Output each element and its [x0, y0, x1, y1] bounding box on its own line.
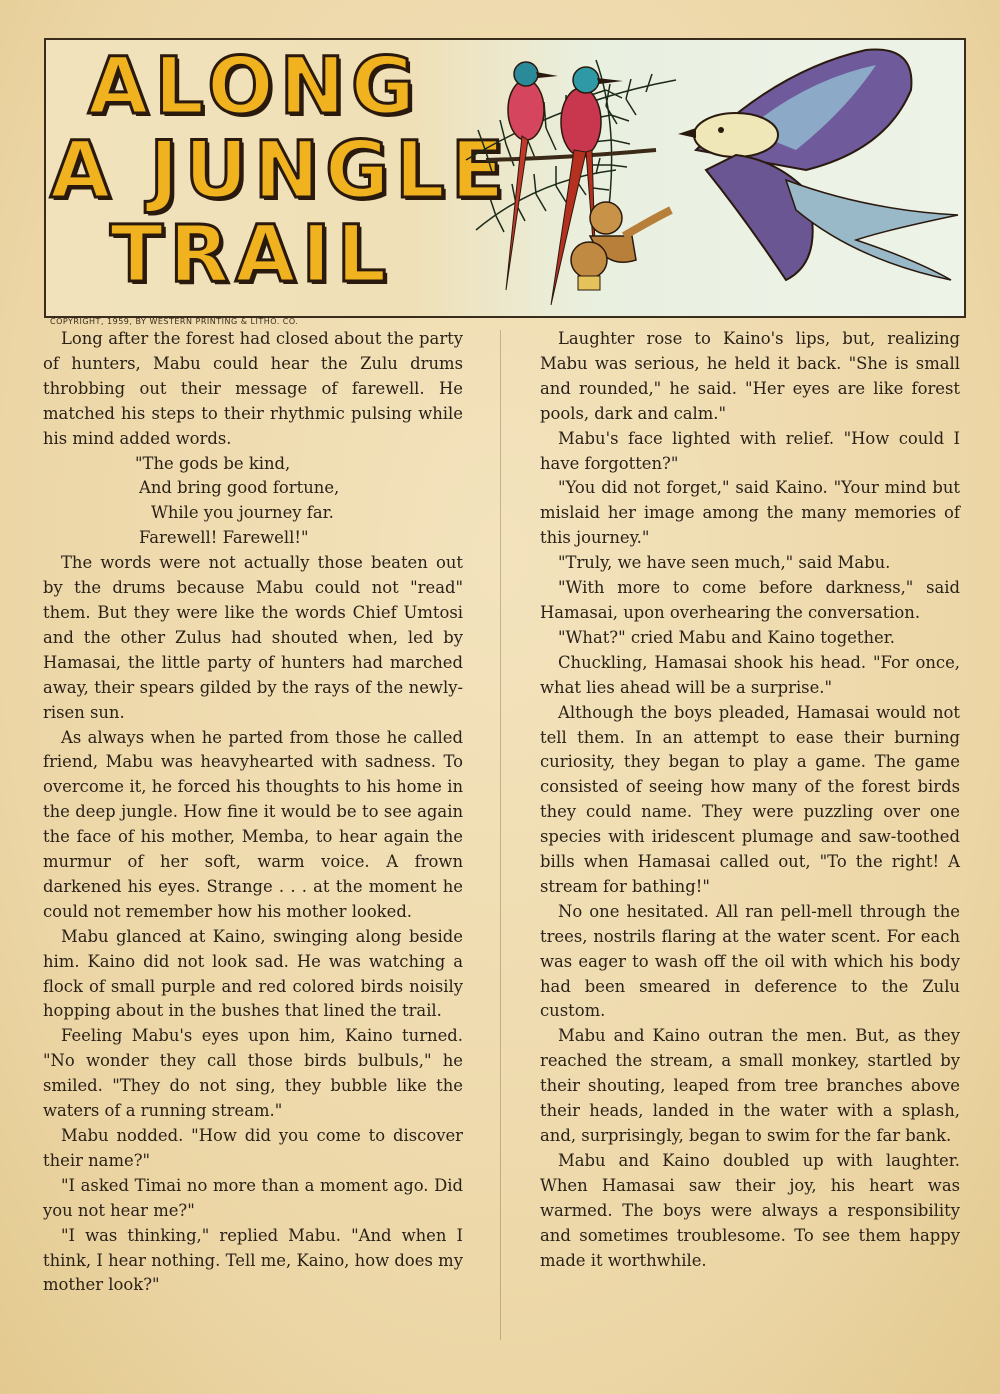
- right-paragraph-11: Mabu and Kaino doubled up with laughter. When Hamasai saw their joy, his heart was warmed. The boys were always a responsibility and sometimes troublesome. To see them happy made it worthwhile.: [540, 1150, 960, 1270]
- left-paragraph-1: Long after the forest had closed about the party of hunters, Mabu could hear the Zulu drums throbbing out their message of farewell. He matched his steps to their rhythmic pulsing while his mind added words.: [43, 329, 463, 448]
- purple-roller-bird-icon: [678, 50, 958, 281]
- title-line-2: A JUNGLE: [50, 126, 511, 216]
- farewell-poem: [135, 452, 463, 552]
- banner-illustration: [446, 40, 964, 316]
- left-paragraph-2: The words were not actually those beaten out by the drums because Mabu could not "read" them. But they were like the words Chief Umtosi and the other Zulus had shouted when, led by Hamasai, the little party of hunters had marched away, their spears gilded by the rays of the newly-risen sun.: [43, 553, 463, 722]
- right-paragraph-6: "What?" cried Mabu and Kaino together.: [558, 627, 895, 647]
- right-paragraph-4: "Truly, we have seen much," said Mabu.: [558, 553, 891, 573]
- left-paragraph-7: "I asked Timai no more than a moment ago. Did you not hear me?": [43, 1175, 463, 1220]
- column-divider: [500, 330, 501, 1340]
- poem-line-3: While you journey far.: [151, 503, 334, 523]
- children-icon: [571, 202, 671, 290]
- left-paragraph-6: Mabu nodded. "How did you come to discover their name?": [43, 1126, 463, 1170]
- left-paragraph-4: Mabu glanced at Kaino, swinging along beside him. Kaino did not look sad. He was watching a flock of small purple and red colored birds noisily hopping about in the bushes that lined the trail.: [43, 926, 463, 1021]
- left-column: [43, 327, 463, 1298]
- title-banner: [44, 38, 966, 318]
- right-paragraph-7: Chuckling, Hamasai shook his head. "For once, what lies ahead will be a surprise.": [540, 652, 960, 697]
- right-column: [540, 327, 960, 1273]
- title-line-3: TRAIL: [110, 210, 393, 300]
- copyright-notice: COPYRIGHT, 1959, BY WESTERN PRINTING & LITHO. CO.: [50, 317, 299, 326]
- right-paragraph-3: "You did not forget," said Kaino. "Your mind but mislaid her image among the many memories of this journey.": [540, 478, 960, 548]
- right-paragraph-8: Although the boys pleaded, Hamasai would not tell them. In an attempt to ease their burning curiosity, they began to play a game. The game consisted of seeing how many of the forest birds they could name. They were puzzling over one species with iridescent plumage and saw-toothed bills when Hamasai called out, "To the right! A stream for bathing!": [540, 702, 960, 896]
- right-paragraph-5: "With more to come before darkness," said Hamasai, upon overhearing the conversation.: [540, 578, 960, 622]
- right-paragraph-10: Mabu and Kaino outran the men. But, as they reached the stream, a small monkey, startled by their shouting, leaped from tree branches above their heads, landed in the water with a splash, and, surprisingly, began to swim for the far bank.: [540, 1026, 960, 1145]
- right-paragraph-1: Laughter rose to Kaino's lips, but, realizing Mabu was serious, he held it back. "She is small and rounded," he said. "Her eyes are like forest pools, dark and calm.": [540, 329, 960, 423]
- poem-line-1: "The gods be kind,: [135, 453, 291, 473]
- left-paragraph-5: Feeling Mabu's eyes upon him, Kaino turned. "No wonder they call those birds bulbuls," he smiled. "They do not sing, they bubble like the waters of a running stream.": [43, 1026, 463, 1121]
- left-paragraph-8: "I was thinking," replied Mabu. "And when I think, I hear nothing. Tell me, Kaino, how does my mother look?": [43, 1225, 463, 1295]
- left-paragraph-3: As always when he parted from those he called friend, Mabu was heavyhearted with sadness. To overcome it, he forced his thoughts to his home in the deep jungle. How fine it would be to see again the face of his mother, Memba, to hear again the murmur of her soft, warm voice. A frown darkened his eyes. Strange . . . at the moment he could not remember how his mother looked.: [43, 727, 463, 921]
- poem-line-4: Farewell! Farewell!": [139, 528, 309, 548]
- title-line-1: ALONG: [88, 42, 421, 132]
- right-paragraph-2: Mabu's face lighted with relief. "How could I have forgotten?": [540, 428, 960, 473]
- right-paragraph-9: No one hesitated. All ran pell-mell through the trees, nostrils flaring at the water scent. For each was eager to wash off the oil with which his body had been smeared in deference to the Zulu custom.: [540, 901, 960, 1021]
- poem-line-2: And bring good fortune,: [139, 478, 340, 498]
